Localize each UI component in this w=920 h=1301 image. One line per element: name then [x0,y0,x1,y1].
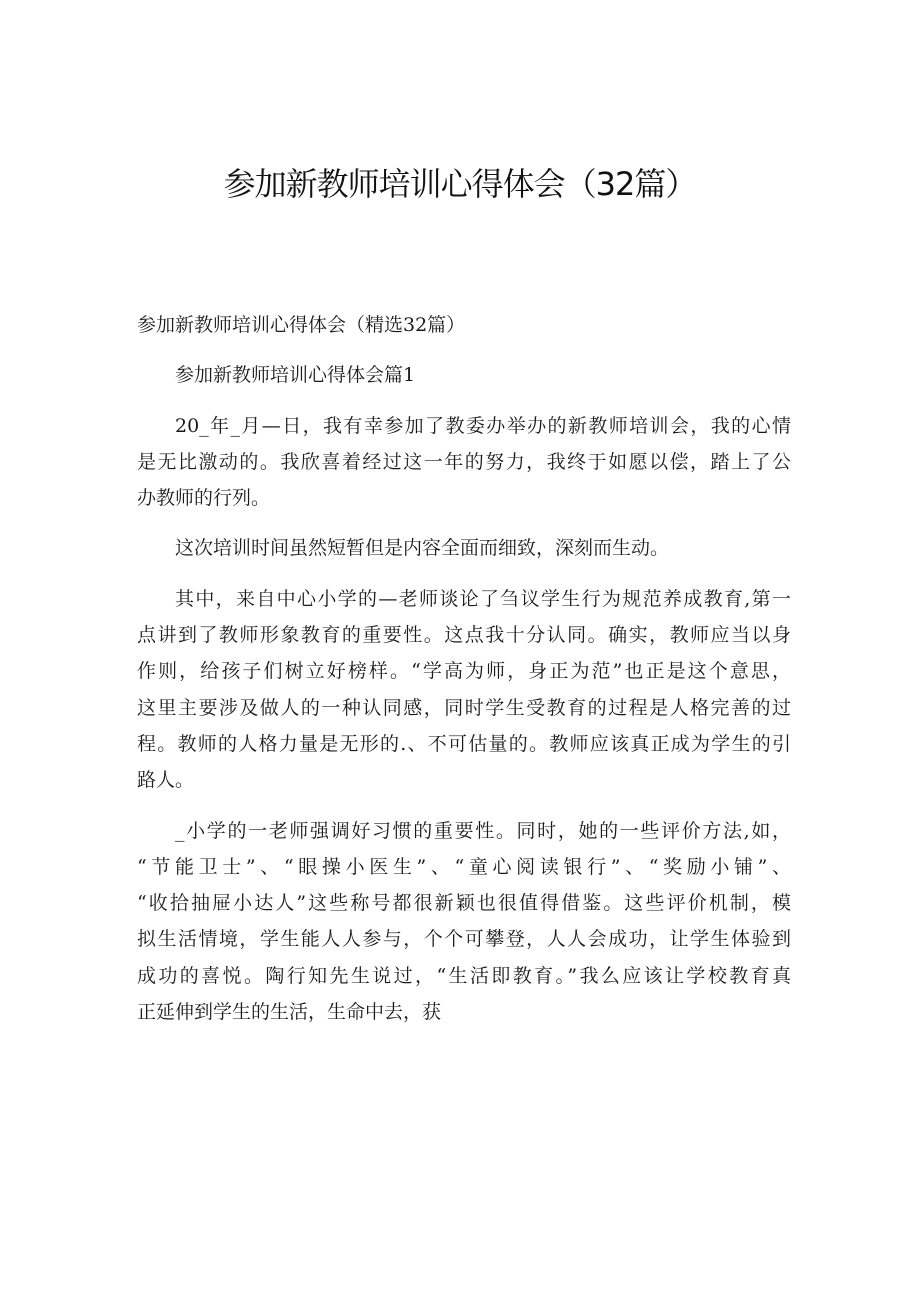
paragraph-line: 成功的喜悦。陶行知先生说过，“生活即教育。”我么应该让学校教育真 [137,964,791,987]
paragraph-line: 点讲到了教师形象教育的重要性。这点我十分认同。确实，教师应当以身 [137,624,791,647]
paragraph-line: 正延伸到学生的生活，生命中去，获 [137,1001,442,1024]
paragraph-line: 路人。 [137,769,195,792]
paragraph-3 [137,581,791,799]
paragraph-line: 办教师的行列。 [137,487,271,510]
paragraph-line: 20_年_月—日，我有幸参加了教委办举办的新教师培训会，我的心情 [175,414,791,437]
paragraph-line: 程。教师的人格力量是无形的.、不可估量的。教师应该真正成为学生的引 [137,732,791,755]
paragraph-line: 这次培训时间虽然短暂但是内容全面而细致，深刻而生动。 [175,537,670,560]
paragraph-line: 是无比激动的。我欣喜着经过这一年的努力，我终于如愿以偿，踏上了公 [137,450,791,473]
paragraph-4 [137,813,791,1031]
paragraph-line: “收拾抽屉小达人”这些称号都很新颖也很值得借鉴。这些评价机制，模 [137,892,791,915]
paragraph-line: _小学的一老师强调好习惯的重要性。同时，她的一些评价方法,如， [175,819,791,842]
document-body [137,307,791,1044]
section-heading: 参加新教师培训心得体会篇1 [175,364,416,387]
paragraph-line: 拟生活情境，学生能人人参与，个个可攀登，人人会成功，让学生体验到 [137,928,791,951]
paragraph-line: “节能卫士”、“眼操小医生”、“童心阅读银行”、“奖励小铺”、 [137,855,791,878]
document-subtitle: 参加新教师培训心得体会（精选32篇） [137,314,466,336]
paragraph-2 [137,530,791,566]
paragraph-line: 作则，给孩子们树立好榜样。“学高为师，身正为范”也正是这个意思， [137,660,791,683]
paragraph-1 [137,408,791,517]
paragraph-line: 其中，来自中心小学的—老师谈论了刍议学生行为规范养成教育,第一 [175,587,791,610]
document-title: 参加新教师培训心得体会（32篇） [223,165,697,203]
paragraph-line: 这里主要涉及做人的一种认同感，同时学生受教育的过程是人格完善的过 [137,696,791,719]
